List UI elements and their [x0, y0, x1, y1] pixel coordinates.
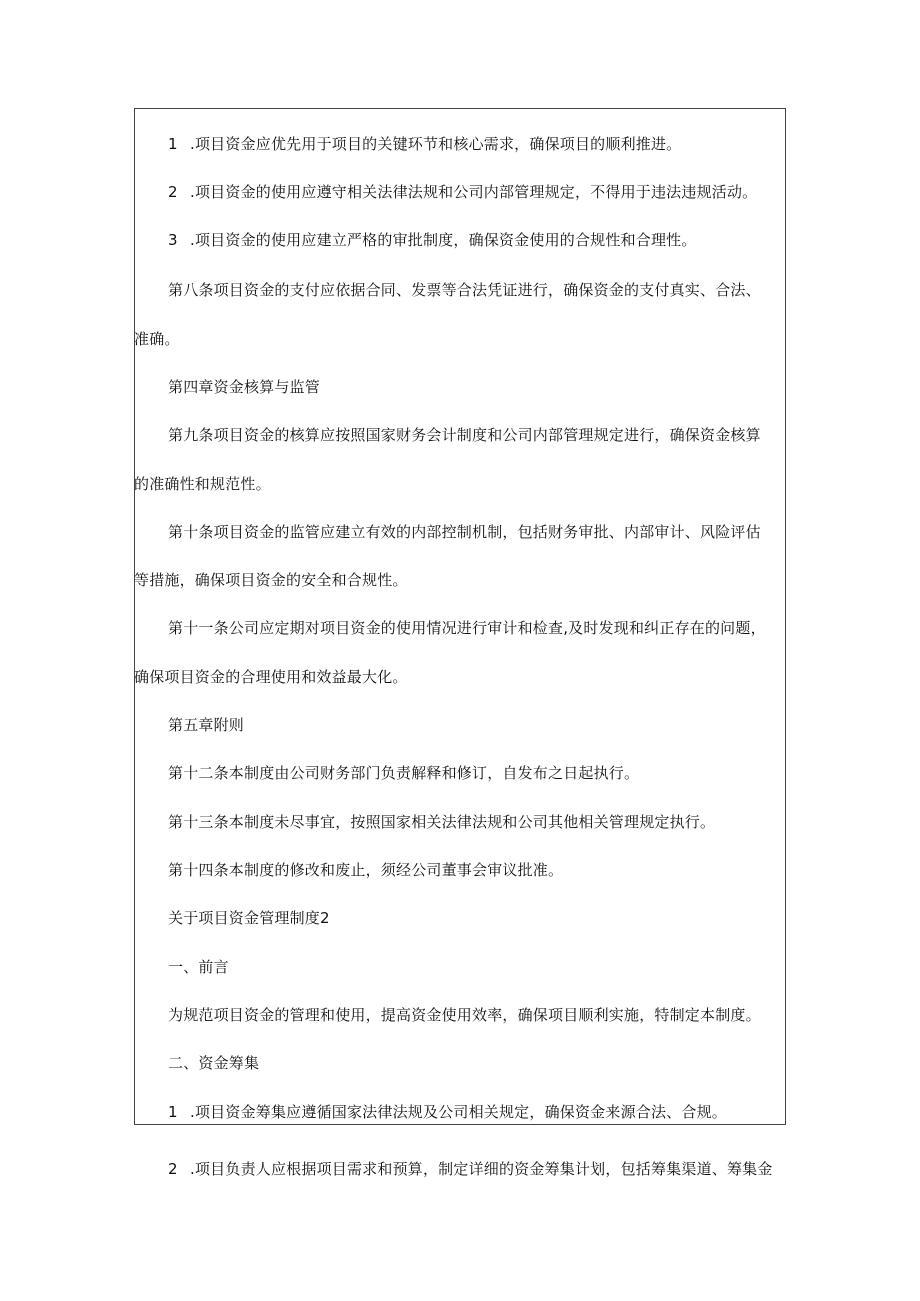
list-number: 3: [168, 231, 178, 249]
chapter-heading-4: 第四章资金核算与监管: [168, 378, 321, 396]
paragraph-article-11-cont: 确保项目资金的合理使用和效益最大化。: [134, 668, 408, 686]
section-heading-funding: 二、资金筹集: [168, 1054, 260, 1072]
document-frame: [134, 108, 786, 1125]
paragraph-article-10-cont: 等措施，确保项目资金的安全和合规性。: [134, 571, 408, 589]
list-item-text: .项目资金应优先用于项目的关键环节和核心需求，确保项目的顺利推进。: [190, 135, 682, 153]
paragraph-article-10: 第十条项目资金的监管应建立有效的内部控制机制，包括财务审批、内部审计、风险评估: [168, 523, 761, 541]
paragraph-article-11: 第十一条公司应定期对项目资金的使用情况进行审计和检查,及时发现和纠正存在的问题，: [168, 619, 766, 637]
list-item-text: .项目负责人应根据项目需求和预算，制定详细的资金筹集计划，包括筹集渠道、筹集金: [190, 1160, 773, 1178]
list-item-1: [168, 134, 681, 154]
list-item-text: .项目资金的使用应遵守相关法律法规和公司内部管理规定，不得用于违法违规活动。: [190, 183, 758, 201]
paragraph-preface: 为规范项目资金的管理和使用，提高资金使用效率，确保项目顺利实施，特制定本制度。: [168, 1006, 761, 1024]
paragraph-article-13: 第十三条本制度未尽事宜，按照国家相关法律法规和公司其他相关管理规定执行。: [168, 813, 716, 831]
paragraph-article-14: 第十四条本制度的修改和废止，须经公司董事会审议批准。: [168, 861, 564, 879]
chapter-heading-5: 第五章附则: [168, 716, 245, 734]
section-heading-preface: 一、前言: [168, 958, 229, 976]
list-number: 1: [168, 1103, 178, 1121]
list-item-2: [168, 182, 757, 202]
funding-item-2: [168, 1159, 773, 1179]
paragraph-article-8-cont: 准确。: [134, 330, 180, 348]
paragraph-article-9: 第九条项目资金的核算应按照国家财务会计制度和公司内部管理规定进行，确保资金核算: [168, 426, 761, 444]
list-number: 2: [168, 1160, 178, 1178]
list-item-3: [168, 230, 697, 250]
list-item-text: .项目资金筹集应遵循国家法律法规及公司相关规定，确保资金来源合法、合规。: [190, 1103, 727, 1121]
paragraph-article-8: 第八条项目资金的支付应依据合同、发票等合法凭证进行，确保资金的支付真实、合法、: [168, 281, 761, 299]
paragraph-article-12: 第十二条本制度由公司财务部门负责解释和修订，自发布之日起执行。: [168, 764, 640, 782]
funding-item-1: [168, 1102, 727, 1122]
list-item-text: .项目资金的使用应建立严格的审批制度，确保资金使用的合规性和合理性。: [190, 231, 697, 249]
paragraph-article-9-cont: 的准确性和规范性。: [134, 475, 271, 493]
section-title: 关于项目资金管理制度2: [168, 909, 330, 927]
list-number: 2: [168, 183, 178, 201]
list-number: 1: [168, 135, 178, 153]
